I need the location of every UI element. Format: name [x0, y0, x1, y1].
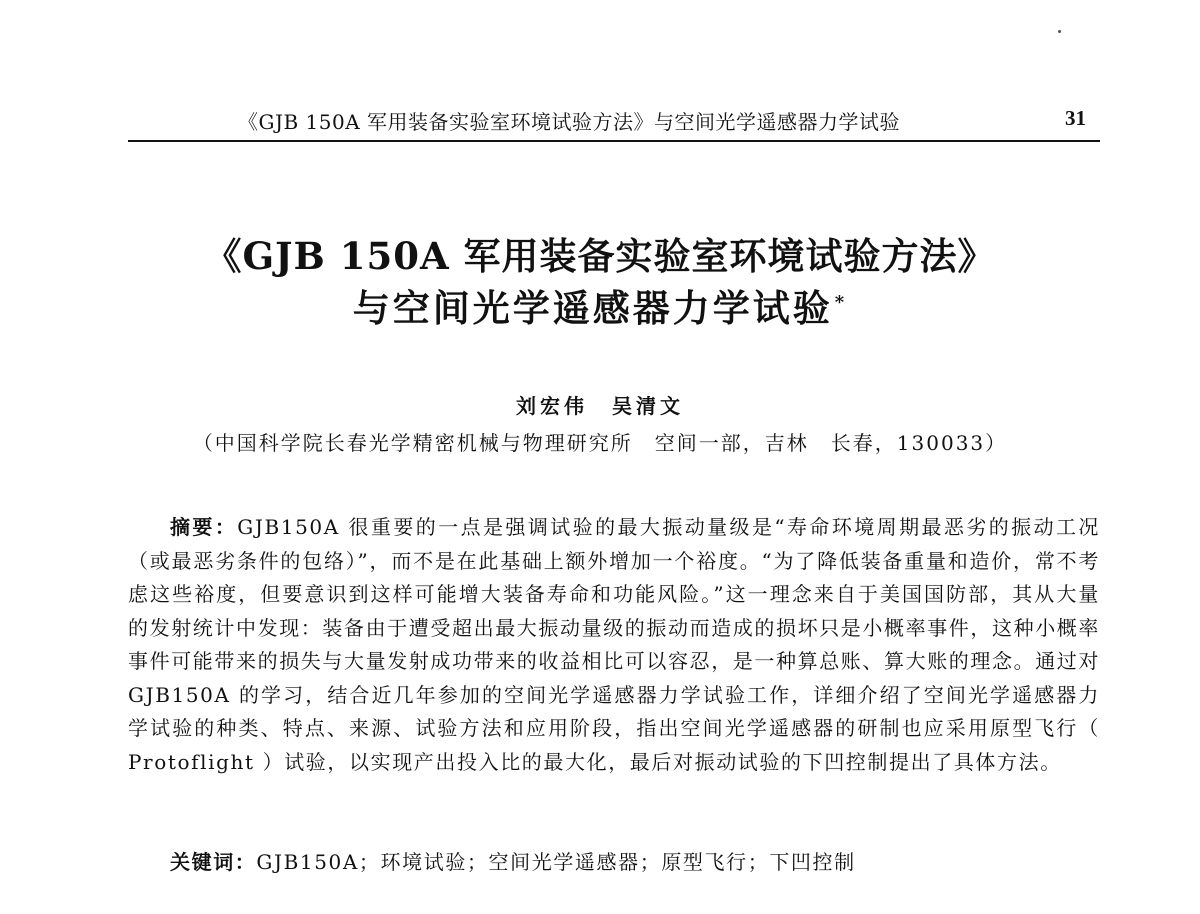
- paper-title-line-1: 《GJB 150A 军用装备实验室环境试验方法》: [204, 234, 996, 278]
- scan-speck: [1058, 30, 1061, 33]
- keywords: [170, 846, 1090, 875]
- author-names: 刘宏伟 吴清文: [516, 394, 684, 418]
- author-affiliation: （中国科学院长春光学精密机械与物理研究所 空间一部，吉林 长春，130033）: [192, 431, 1008, 455]
- keywords-text: GJB150A；环境试验；空间光学遥感器；原型飞行；下凹控制: [256, 850, 856, 874]
- title-footnote-mark: *: [834, 291, 848, 313]
- keywords-label: 关键词：: [170, 850, 257, 874]
- page-number: 31: [1065, 106, 1086, 130]
- running-header: [128, 100, 1100, 142]
- abstract-text: GJB150A 很重要的一点是强调试验的最大振动量级是“寿命环境周期最恶劣的振动工况（或最恶劣条件的包络）”，而不是在此基础上额外增加一个裕度。“为了降低装备重量和造价，常不考虑这些裕度，但要意识到这样可能增大装备寿命和功能风险。”这一理念来自于美国国防部，其从大量的发射统计中发现：装备由于遭受超出最大振动量级的振动而造成的损坏只是小概率事件，这种小概率事件可能带来的损失与大量发射成功带来的收益相比可以容忍，是一种算总账、算大账的理念。通过对 GJB150A 的学习，结合近几年参加的空间光学遥感器力学试验工作，详细介绍了空间光学遥感器力学试验的种类、特点、来源、试验方法和应用阶段，指出空间光学遥感器的研制也应采用原型飞行（ Protoflight ）试验，以实现产出投入比的最大化，最后对振动试验的下凹控制提出了具体方法。: [128, 515, 1100, 774]
- abstract: [128, 511, 1100, 779]
- running-header-title: 《GJB 150A 军用装备实验室环境试验方法》与空间光学遥感器力学试验: [238, 110, 901, 134]
- abstract-paragraph: [128, 511, 1100, 779]
- abstract-label: 摘要：: [170, 515, 238, 539]
- paper-title-line-2: [0, 278, 1200, 332]
- paper-title-line-2-text: 与空间光学遥感器力学试验: [352, 286, 833, 330]
